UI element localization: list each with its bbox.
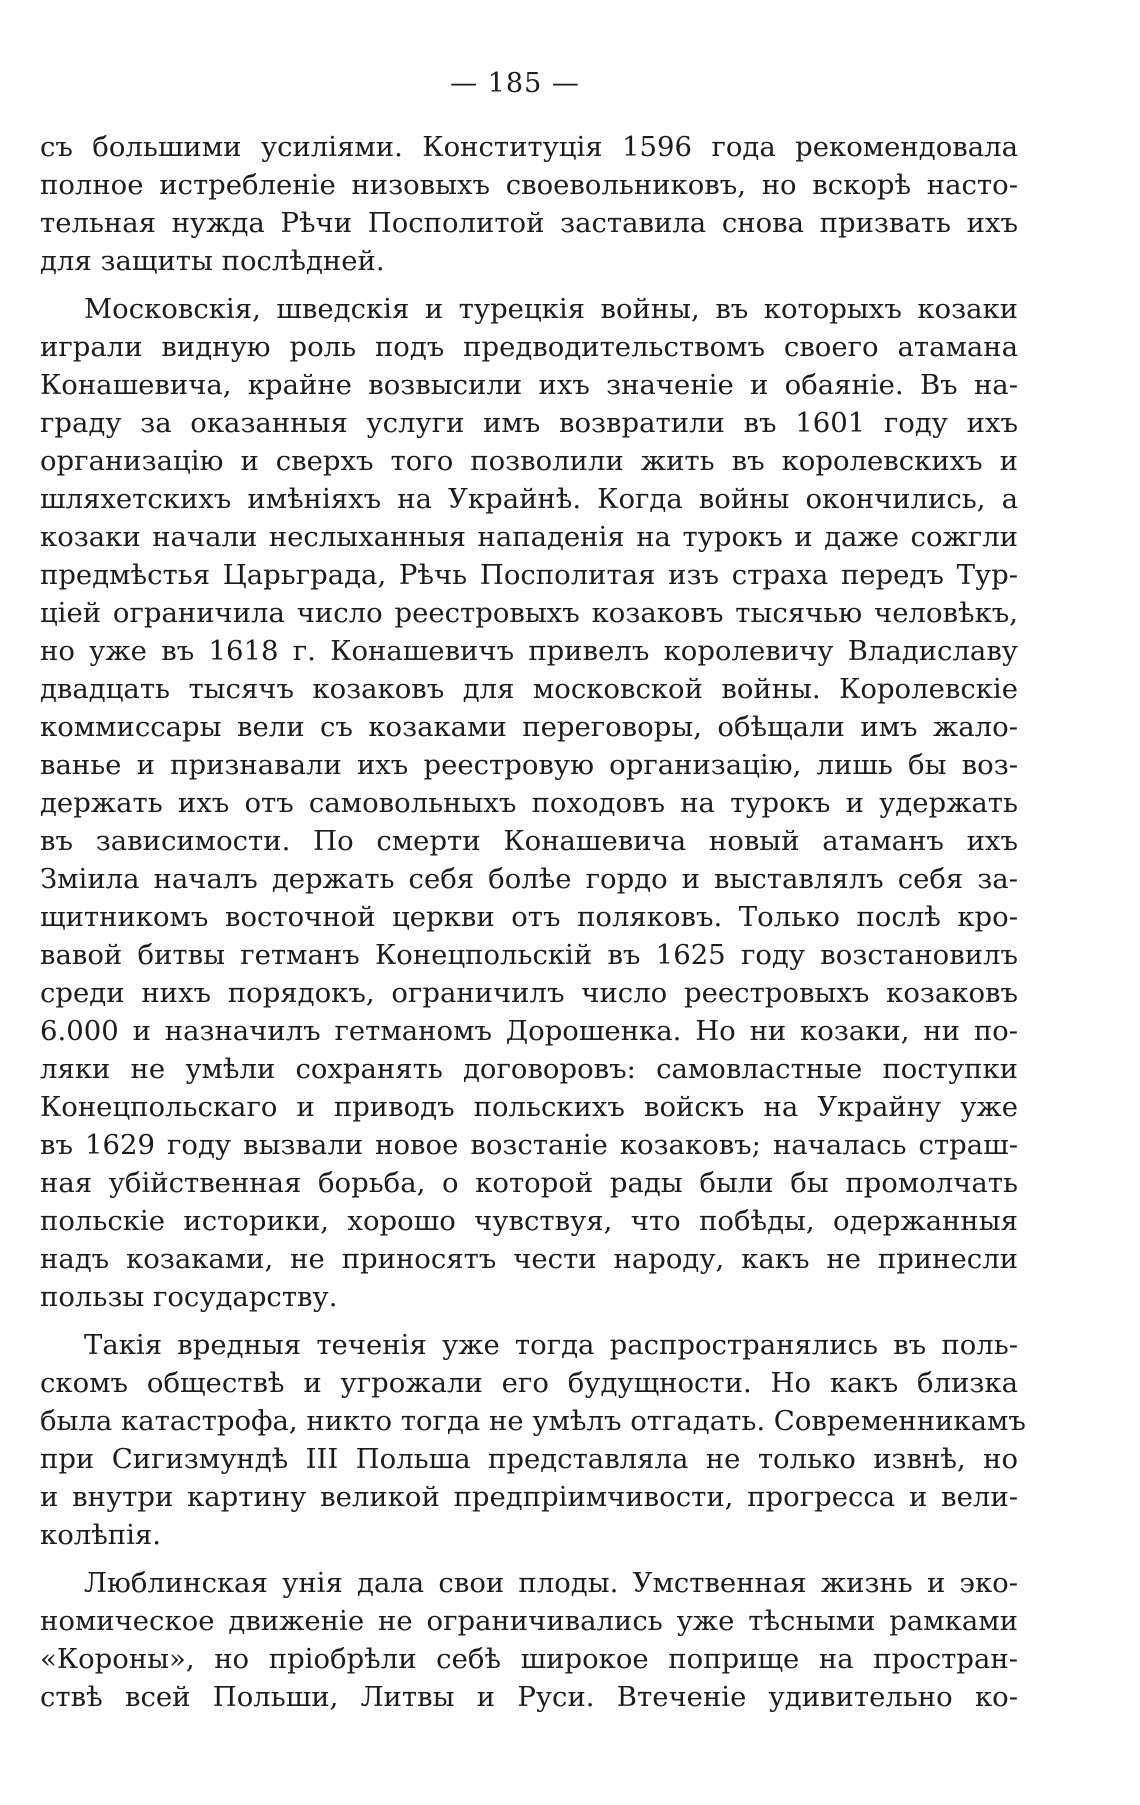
text-line: для защиты послѣдней. (40, 245, 385, 277)
text-line: коммиссары вели съ козаками переговоры, обѣщали имъ жало- (40, 711, 1018, 743)
text-line: «Короны», но пріобрѣли себѣ широкое поприще на простран- (40, 1643, 1018, 1675)
text-line: польскіе историки, хорошо чувствуя, что побѣды, одержанныя (40, 1205, 1018, 1237)
text-line: Московскія, шведскія и турецкія войны, въ которыхъ козаки (84, 293, 1018, 325)
paragraph-2 (40, 290, 1018, 1316)
text-line: скомъ обществѣ и угрожали его будущности. Но какъ близка (40, 1367, 1018, 1399)
text-line: ствѣ всей Польши, Литвы и Руси. Втеченіе удивительно ко- (40, 1681, 1018, 1713)
text-line: въ зависимости. По смерти Конашевича новый атаманъ ихъ (40, 825, 1018, 857)
text-line: номическое движеніе не ограничивались уже тѣсными рамками (40, 1605, 1018, 1637)
paragraph-3 (40, 1326, 1026, 1554)
text-line: съ большими усиліями. Конституція 1596 года рекомендовала (40, 131, 1018, 163)
text-line: въ 1629 году вызвали новое возстаніе козаковъ; началась страш- (40, 1129, 1018, 1161)
text-line: предмѣстья Царьграда, Рѣчь Посполитая изъ страха передъ Тур- (40, 559, 1018, 591)
text-line: но уже въ 1618 г. Конашевичъ привелъ королевичу Владиславу (40, 635, 1018, 667)
text-line: ная убійственная борьба, о которой рады были бы промолчать (40, 1167, 1018, 1199)
text-line: вавой битвы гетманъ Конецпольскій въ 1625 году возстановилъ (40, 939, 1018, 971)
body-text (40, 128, 1026, 1716)
text-line: надъ козаками, не приносятъ чести народу, какъ не принесли (40, 1243, 1018, 1275)
page-number: — 185 — (450, 68, 580, 99)
text-line: 6.000 и назначилъ гетманомъ Дорошенка. Но ни козаки, ни по- (40, 1015, 1018, 1047)
text-line: колѣпія. (40, 1519, 162, 1551)
text-line: граду за оказанныя услуги имъ возвратили въ 1601 году ихъ (40, 407, 1018, 439)
text-line: шляхетскихъ имѣніяхъ на Украйнѣ. Когда войны окончились, а (40, 483, 1018, 515)
text-line: Зміила началъ держать себя болѣе гордо и выставлялъ себя за- (40, 863, 1018, 895)
paragraph-4 (40, 1564, 1018, 1716)
text-line: организацію и сверхъ того позволили жить въ королевскихъ и (40, 445, 1018, 477)
text-line: Такія вредныя теченія уже тогда распространялись въ поль- (84, 1329, 1018, 1361)
text-line: Люблинская унія дала свои плоды. Умственная жизнь и эко- (84, 1567, 1018, 1599)
text-line: тельная нужда Рѣчи Посполитой заставила снова призвать ихъ (40, 207, 1018, 239)
text-line: ціей ограничила число реестровыхъ козаковъ тысячью человѣкъ, (40, 597, 1018, 629)
text-line: играли видную роль подъ предводительствомъ своего атамана (40, 331, 1018, 363)
text-line: была катастрофа, никто тогда не умѣлъ отгадать. Современникамъ (40, 1405, 1026, 1437)
text-line: щитникомъ восточной церкви отъ поляковъ. Только послѣ кро- (40, 901, 1018, 933)
text-line: и внутри картину великой предпріимчивости, прогресса и вели- (40, 1481, 1018, 1513)
text-line: среди нихъ порядокъ, ограничилъ число реестровыхъ козаковъ (40, 977, 1018, 1009)
text-line: полное истребленіе низовыхъ своевольниковъ, но вскорѣ насто- (40, 169, 1018, 201)
text-line: двадцать тысячъ козаковъ для московской войны. Королевскіе (40, 673, 1018, 705)
text-line: козаки начали неслыханныя нападенія на турокъ и даже сожгли (40, 521, 1018, 553)
text-line: ляки не умѣли сохранять договоровъ: самовластные поступки (40, 1053, 1018, 1085)
text-line: Конашевича, крайне возвысили ихъ значеніе и обаяніе. Въ на- (40, 369, 1018, 401)
text-line: ванье и признавали ихъ реестровую организацію, лишь бы воз- (40, 749, 1018, 781)
text-line: при Сигизмундѣ III Польша представляла не только извнѣ, но (40, 1443, 1018, 1475)
text-line: держать ихъ отъ самовольныхъ походовъ на турокъ и удержать (40, 787, 1018, 819)
text-line: Конецпольскаго и приводъ польскихъ войскъ на Украйну уже (40, 1091, 1018, 1123)
paragraph-1 (40, 128, 1018, 280)
text-line: пользы государству. (40, 1281, 338, 1313)
